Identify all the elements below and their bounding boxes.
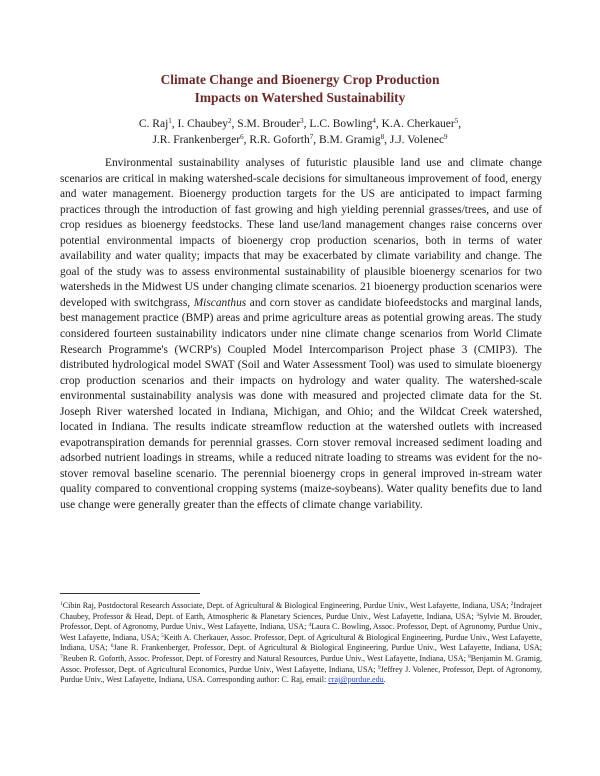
footnote-entry: Benjamin M. Gramig, Assoc. Professor, Dept. of Agricultural Economics, Purdue Univ., West Lafayette, Indiana, USA;	[60, 653, 542, 674]
footnote-marker: 7	[60, 653, 63, 660]
author-name: S.M. Brouder	[237, 118, 301, 130]
author-separator: ,	[313, 134, 319, 146]
footnote-entry: Indrajeet Chaubey, Professor & Head, Dept. of Earth, Atmospheric & Planetary Sciences, Purdue Univ., West Lafayette, Indiana, USA;	[60, 601, 542, 621]
author-line-1	[60, 116, 540, 132]
author-separator: ,	[231, 118, 238, 130]
author-separator: ,	[303, 118, 310, 130]
author-list	[60, 116, 540, 148]
author-separator: ,	[171, 118, 178, 130]
footnote-entry: Jeffrey J. Volenec, Professor, Dept. of Agronomy, Purdue Univ., West Lafayette, Indiana, USA. Corresponding author: C. Raj, email:	[60, 664, 542, 685]
corresponding-email-link[interactable]: craj@purdue.edu	[328, 675, 384, 685]
author-separator: ,	[375, 118, 382, 130]
author-affiliation-marker: 2	[227, 117, 232, 125]
author-name: C. Raj	[138, 118, 169, 130]
footnote-entry: Jane R. Frankenberger, Professor, Dept. of Agricultural & Biological Engineering, Purdue Univ., West Lafayette, Indiana, USA;	[113, 643, 542, 653]
footnote-entry: Sylvie M. Brouder, Professor, Dept. of Agronomy, Purdue Univ., West Lafayette, Indiana, USA;	[60, 611, 542, 632]
author-affiliation-marker: 9	[444, 133, 448, 141]
footnote-marker: 1	[60, 601, 63, 607]
footnote-end-period: .	[383, 675, 386, 685]
abstract-text-start: Environmental sustainability analyses of futuristic plausible land use and climate change scenarios are critical in making watershed-scale decisions for simultaneous improvement of food, energy and water management. Bioenergy production targets for the US are anticipated to impact farming practices through the introduction of fast growing and high yielding perennial grasses/trees, and use of crop residues as bioenergy feedstocks. These land use/land management changes raise concerns over potential environmental impacts of bioenergy crop production scenarios, both in terms of water availability and water quality; impacts that may be exacerbated by climate variability and change. The goal of the study was to assess environmental sustainability of plausible bioenergy scenarios for two watersheds in the Midwest US under changing climate scenarios. 21 bioenergy production scenarios were developed with switchgrass,	[60, 157, 542, 309]
author-line-2	[60, 132, 540, 148]
title-line-2: Impacts on Watershed Sustainability	[194, 90, 406, 105]
abstract-paragraph	[60, 156, 542, 514]
footnote-marker: 3	[476, 611, 480, 618]
footnote-entry: Laura C. Bowling, Assoc. Professor, Dept. of Agronomy, Purdue Univ., West Lafayette, Indiana, USA;	[60, 622, 543, 642]
author-affiliation-marker: 4	[372, 117, 376, 125]
author-separator: ,	[384, 134, 390, 146]
footnote-marker: 4	[308, 622, 312, 629]
author-name: I. Chaubey	[177, 118, 228, 130]
author-affiliation-marker: 7	[309, 133, 314, 141]
footnote-entry: Cibin Raj, Postdoctoral Research Associate, Dept. of Agricultural & Biological Engineering, Purdue Univ., West Lafayette, Indiana, USA;	[62, 601, 511, 610]
author-affiliation-marker: 3	[300, 117, 304, 125]
author-name: J.R. Frankenberger	[152, 134, 241, 146]
author-affiliation-marker: 6	[240, 133, 244, 141]
author-name: B.M. Gramig	[318, 134, 381, 146]
footnote-divider	[60, 593, 200, 594]
author-name: R.R. Goforth	[249, 134, 310, 146]
footnote-marker: 9	[377, 664, 381, 671]
author-affiliation-marker: 1	[168, 117, 172, 125]
paper-title	[60, 71, 540, 107]
author-name: K.A. Cherkauer	[381, 118, 455, 130]
footnote-entry: Keith A. Cherkauer, Assoc. Professor, Dept. of Agricultural & Biological Engineering, Purdue Univ., West Lafayette, Indiana, USA;	[60, 632, 542, 653]
footnote-marker: 5	[161, 632, 164, 639]
author-separator: ,	[458, 118, 462, 130]
author-separator: ,	[243, 134, 250, 146]
author-affiliation-marker: 8	[380, 133, 385, 141]
author-affiliation-marker: 5	[454, 117, 459, 125]
abstract-italic-term: Miscanthus	[193, 296, 247, 309]
author-affiliations-footnote	[60, 601, 542, 686]
author-name: J.J. Volenec	[389, 134, 445, 146]
footnote-marker: 2	[510, 601, 514, 607]
abstract-text-end: and corn stover as candidate biofeedstocks and marginal lands, best management practice (BMP) areas and prime agriculture areas as potential growing areas. The study considered fourteen sustainability indicators under nine climate change scenarios from World Climate Research Programme's (WCRP's) Coupled Model Intercomparison Project phase 3 (CMIP3). The distributed hydrological model SWAT (Soil and Water Assessment Tool) was used to simulate bioenergy crop production scenarios and their impacts on hydrology and water quality. The watershed-scale environmental sustainability analysis was done with measured and projected climate data for the St. Joseph River watershed located in Indiana, Michigan, and Ohio; and the Wildcat Creek watershed, located in Indiana. The results indicate streamflow reduction at the watershed outlets with increased evapotranspiration demands for perennial grasses. Corn stover removal increased sediment loading and adsorbed nutrient loadings in streams, while a reduced nitrate loading to streams was evident for the no-stover removal baseline scenario. The perennial bioenergy crops in general improved in-stream water quality compared to conventional cropping systems (maize-soybeans). Water quality benefits due to land use change were generally greater than the effects of climate change variability.	[60, 296, 542, 512]
footnote-marker: 6	[110, 643, 114, 650]
footnote-marker: 8	[468, 653, 471, 660]
title-line-1: Climate Change and Bioenergy Crop Production	[160, 72, 440, 87]
footnote-entry: Reuben R. Goforth, Assoc. Professor, Dept. of Forestry and Natural Resources, Purdue Univ., West Lafayette, Indiana, USA;	[62, 653, 469, 663]
author-name: L.C. Bowling	[309, 118, 373, 130]
